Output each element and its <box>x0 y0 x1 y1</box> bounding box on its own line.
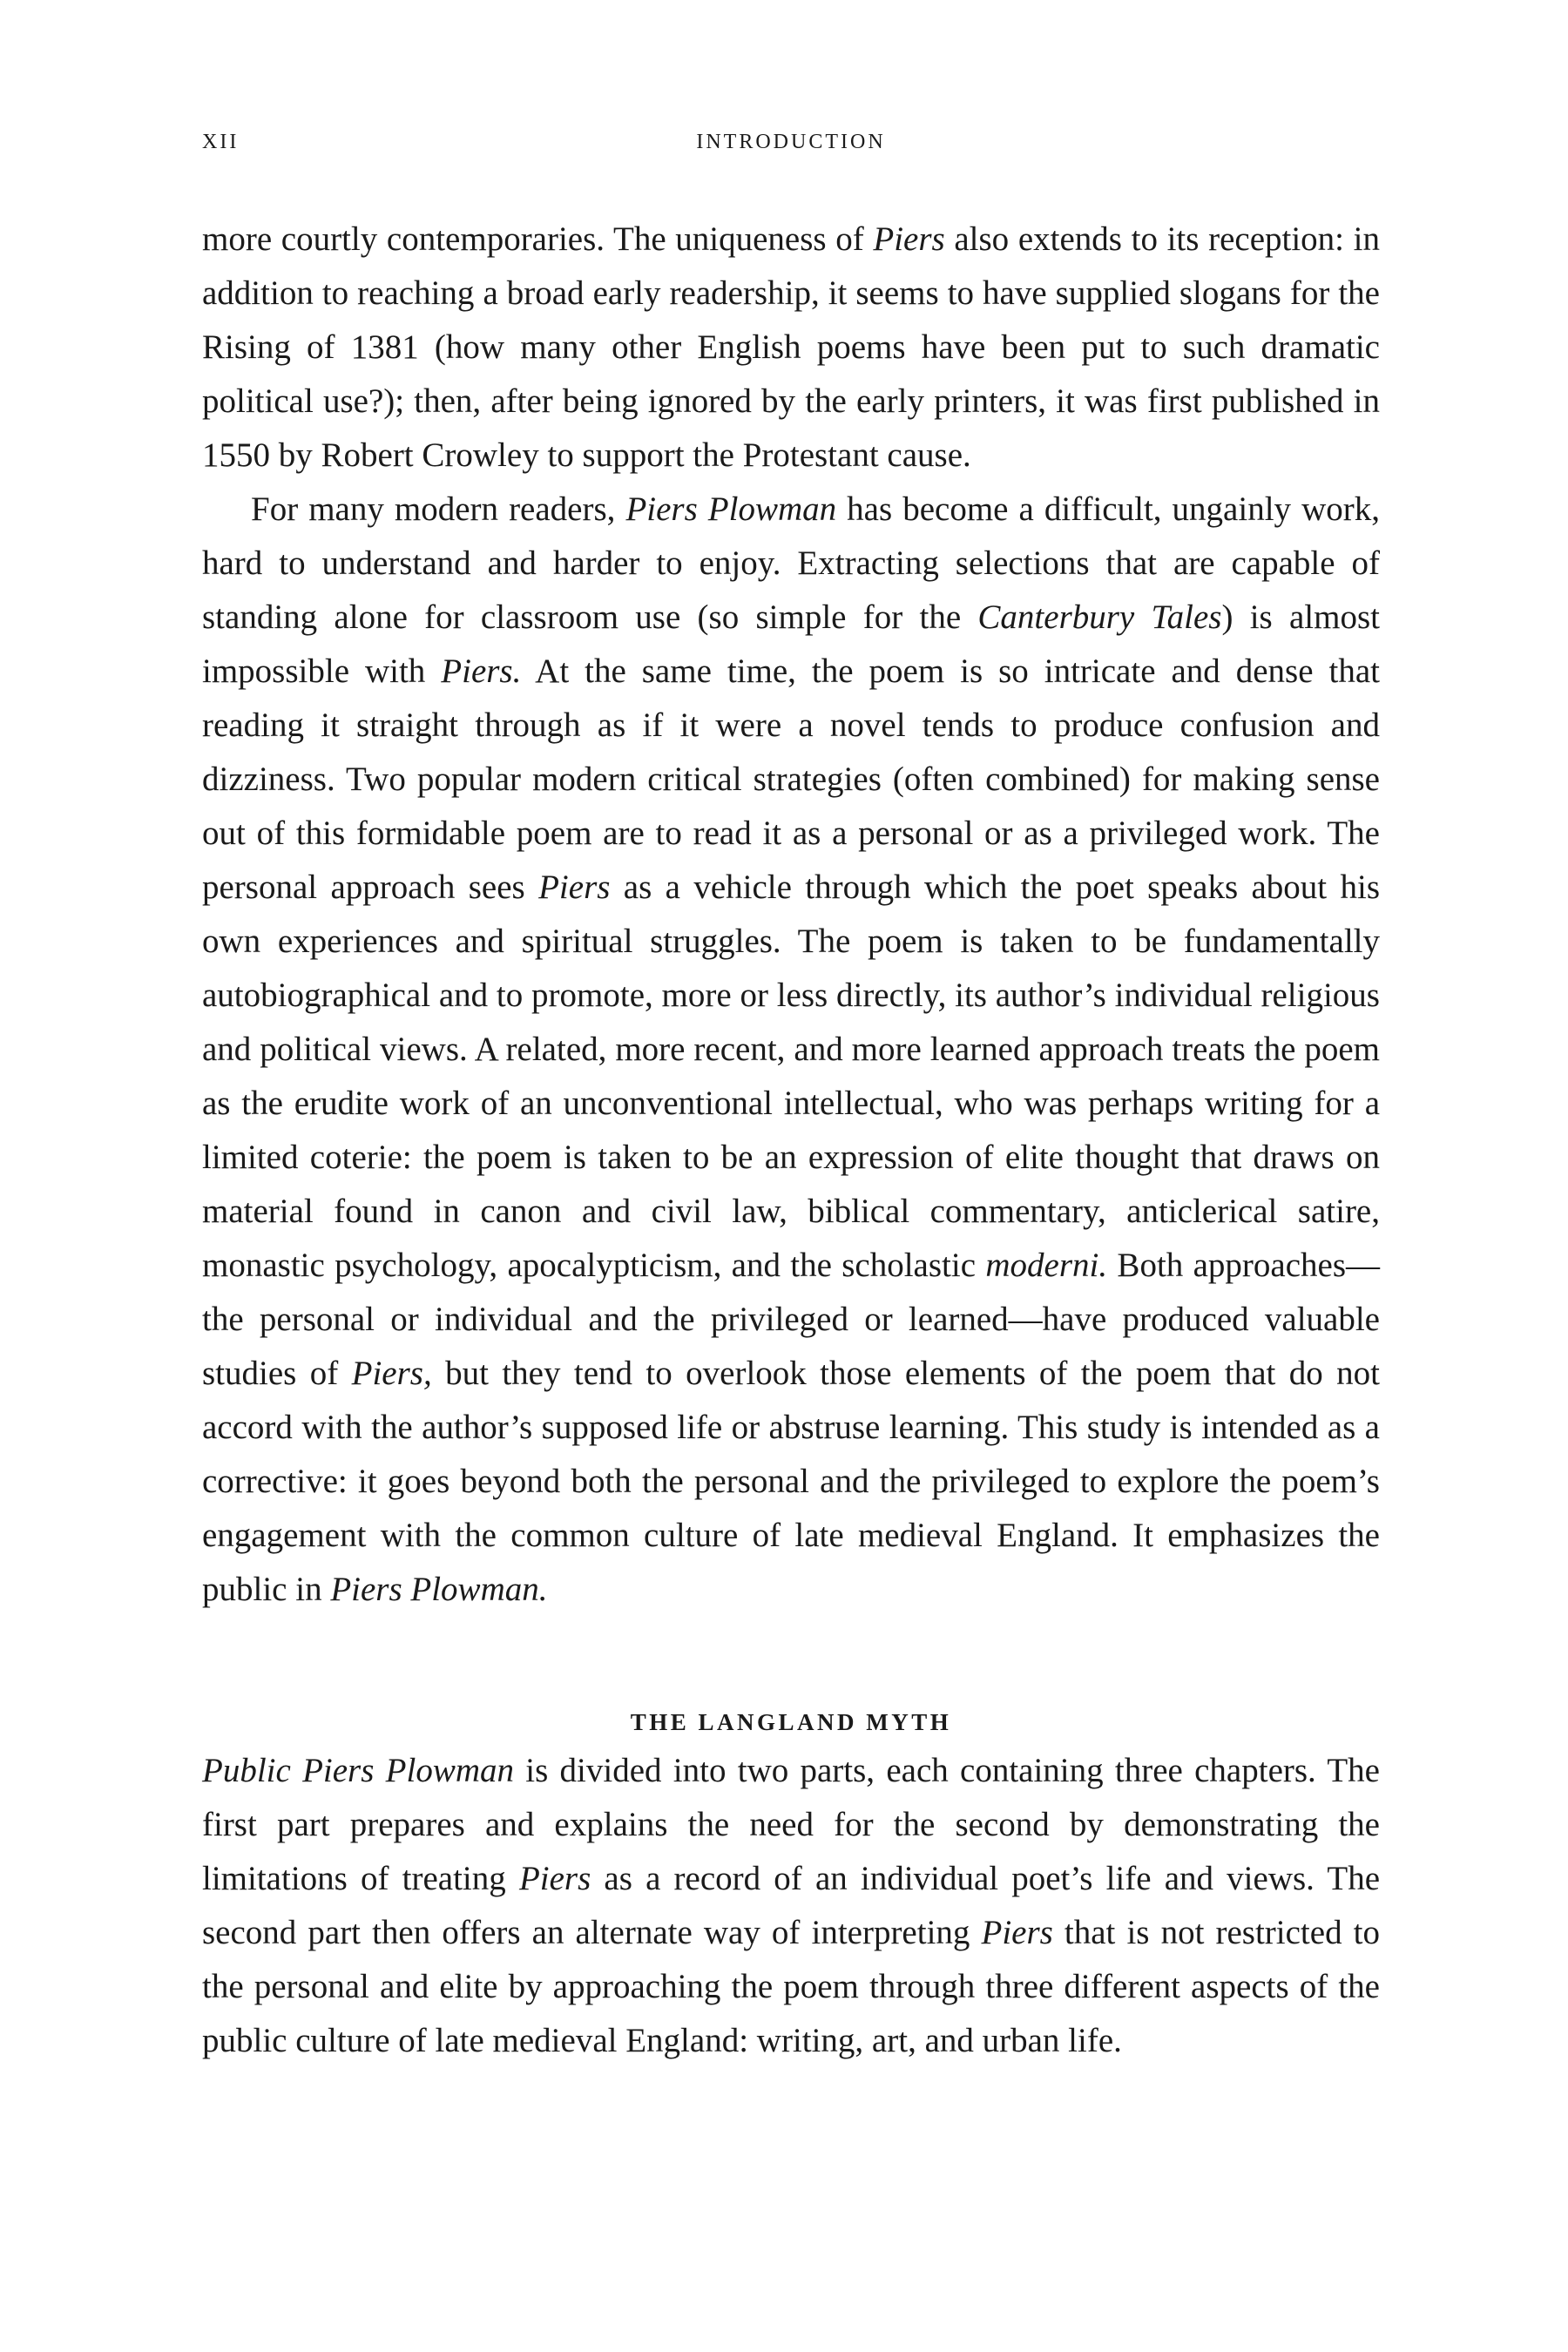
running-head <box>202 131 1380 166</box>
italic-title: Piers. <box>441 652 522 690</box>
italic-title: Piers, <box>351 1355 432 1392</box>
italic-title: Piers <box>518 1860 591 1897</box>
text-run: as a vehicle through which the poet speaks about his own experiences and spiritual struggles. The poem is taken to be fundamentally autobiographical and to promote, more or less directly, its author’s individual religious and political views. A related, more recent, and more learned approach treats the poem as the erudite work of an unconventional intellectual, who was perhaps writing for a limited coterie: the poem is taken to be an expression of elite thought that draws on material found in canon and civil law, biblical commentary, anticlerical satire, monastic psychology, apocalypticism, and the scholastic <box>202 868 1380 1284</box>
text-run: also extends to its reception: in addition to reaching a broad early readership, it seems to have supplied slogans for the Rising of 1381 (how many other English poems have been put to such dramatic political use?); then, after being ignored by the early printers, it was first published in 1550 by Robert Crowley to support the Protestant cause. <box>202 220 1380 474</box>
text-run: is divided into two parts, each containing three chapters. The first part prepares and explains the need for the second by demonstrating the limitations of treating <box>202 1752 1380 1897</box>
paragraph-2 <box>202 483 1380 1617</box>
text-run: At the same time, the poem is so intricate and dense that reading it straight through as if it were a novel tends to produce confusion and dizziness. Two popular modern critical strategies (often combined) for making sense out of this formidable poem are to read it as a personal or as a privileged work. The personal approach sees <box>202 652 1380 906</box>
italic-title: Piers <box>538 868 611 906</box>
italic-title: Piers <box>873 220 945 258</box>
text-run: ) is almost impossible with <box>202 598 1380 690</box>
italic-title: Canterbury Tales <box>977 598 1222 636</box>
italic-title: Piers Plowman. <box>330 1571 548 1608</box>
text-run: but they tend to overlook those elements of the poem that do not accord with the author’s supposed life or abstruse learning. This study is intended as a corrective: it goes beyond both the personal and the privileged to explore the poem’s engagement with the common culture of late medieval England. It emphasizes the public in <box>202 1355 1380 1608</box>
text-run: has become a difficult, ungainly work, hard to understand and harder to enjoy. Extracting selections that are capable of standing alone for classroom use (so simple for the <box>202 490 1380 636</box>
italic-title: Piers <box>981 1914 1053 1951</box>
text-run: For many modern readers, <box>251 490 626 528</box>
paragraph-3 <box>202 1744 1380 2068</box>
body-text <box>202 213 1380 2068</box>
text-run: more courtly contemporaries. The uniqueness of <box>202 220 874 258</box>
text-run: as a record of an individual poet’s life and views. The second part then offers an alternate way of interpreting <box>202 1860 1381 1951</box>
running-title: INTRODUCTION <box>696 131 886 153</box>
section-heading: THE LANGLAND MYTH <box>630 1709 952 1735</box>
italic-title: Piers Plowman <box>625 490 837 528</box>
text-run: Both approaches—the personal or individual and the privileged or learned—have produced valuable studies of <box>202 1247 1380 1392</box>
text-run: that is not restricted to the personal and elite by approaching the poem through three different aspects of the public culture of late medieval England: writing, art, and urban life. <box>202 1914 1380 2059</box>
paragraph-1 <box>202 213 1380 483</box>
page-number: XII <box>202 131 240 153</box>
italic-title: Public Piers Plowman <box>202 1752 514 1789</box>
italic-term: moderni. <box>985 1247 1108 1284</box>
